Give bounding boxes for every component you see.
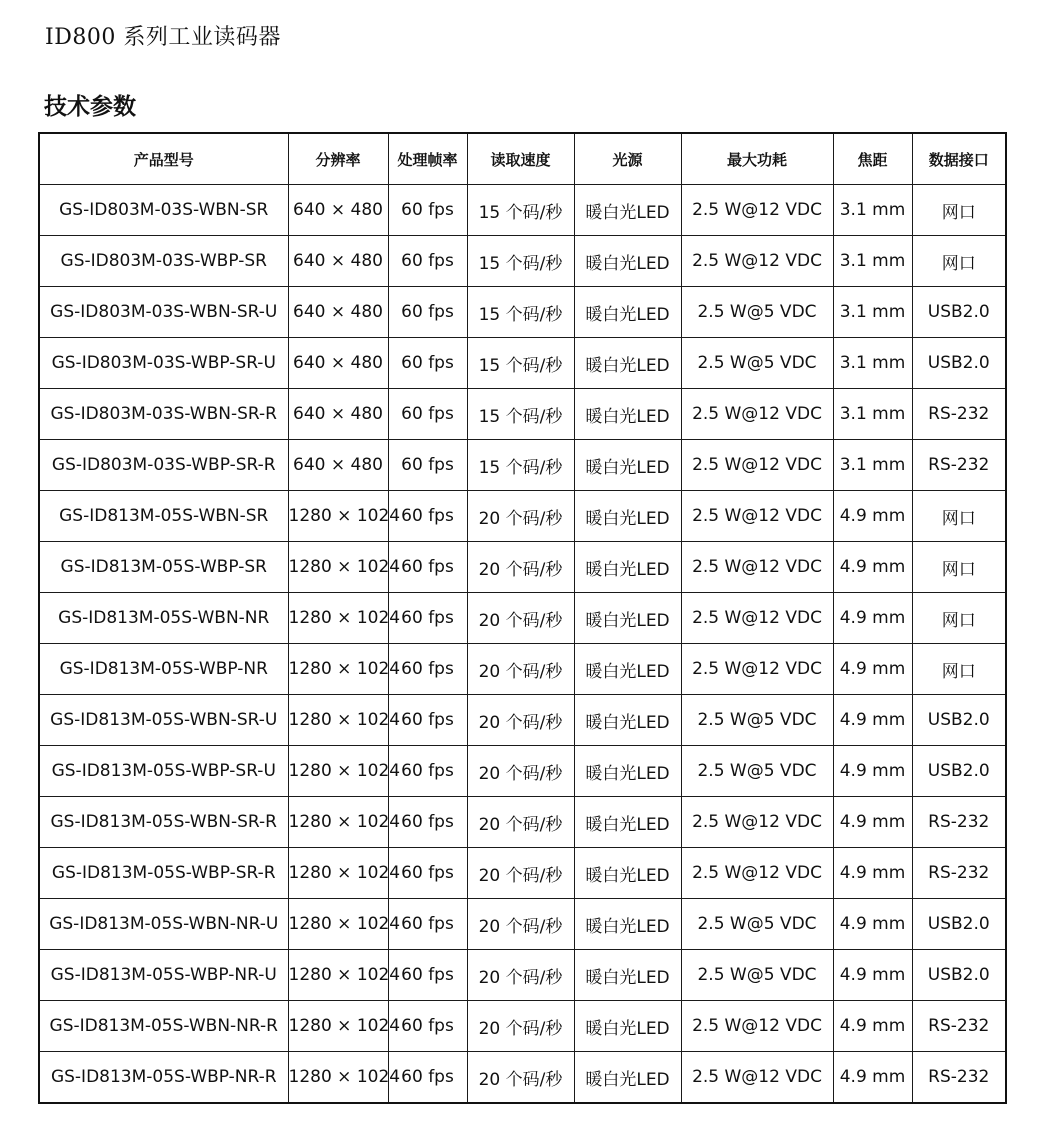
table-row	[39, 185, 1006, 236]
cell-light-source: 暖白光LED	[574, 491, 681, 542]
cell-resolution: 640 × 480	[288, 287, 388, 338]
cell-data-interface: 网口	[912, 644, 1006, 695]
cell-focal-length: 4.9 mm	[833, 491, 912, 542]
cell-model: GS-ID813M-05S-WBN-NR-R	[39, 1001, 288, 1052]
cell-read-speed: 20 个码/秒	[467, 542, 574, 593]
cell-resolution: 1280 × 1024	[288, 491, 388, 542]
table-row	[39, 746, 1006, 797]
cell-model: GS-ID803M-03S-WBN-SR-U	[39, 287, 288, 338]
cell-max-power: 2.5 W@12 VDC	[681, 644, 833, 695]
header-light-source: 光源	[574, 133, 681, 185]
cell-frame-rate: 60 fps	[388, 746, 467, 797]
cell-focal-length: 3.1 mm	[833, 236, 912, 287]
cell-data-interface: 网口	[912, 491, 1006, 542]
cell-frame-rate: 60 fps	[388, 338, 467, 389]
cell-light-source: 暖白光LED	[574, 848, 681, 899]
cell-data-interface: USB2.0	[912, 899, 1006, 950]
cell-data-interface: RS-232	[912, 1052, 1006, 1104]
cell-focal-length: 4.9 mm	[833, 848, 912, 899]
cell-data-interface: RS-232	[912, 440, 1006, 491]
cell-light-source: 暖白光LED	[574, 950, 681, 1001]
cell-model: GS-ID813M-05S-WBP-NR-R	[39, 1052, 288, 1104]
cell-read-speed: 15 个码/秒	[467, 440, 574, 491]
cell-model: GS-ID813M-05S-WBP-SR-U	[39, 746, 288, 797]
cell-max-power: 2.5 W@12 VDC	[681, 797, 833, 848]
cell-light-source: 暖白光LED	[574, 695, 681, 746]
cell-focal-length: 4.9 mm	[833, 1052, 912, 1104]
cell-frame-rate: 60 fps	[388, 542, 467, 593]
cell-max-power: 2.5 W@12 VDC	[681, 491, 833, 542]
cell-resolution: 1280 × 1024	[288, 542, 388, 593]
cell-data-interface: RS-232	[912, 389, 1006, 440]
cell-focal-length: 3.1 mm	[833, 287, 912, 338]
cell-resolution: 1280 × 1024	[288, 746, 388, 797]
cell-read-speed: 15 个码/秒	[467, 236, 574, 287]
cell-read-speed: 20 个码/秒	[467, 593, 574, 644]
table-row	[39, 491, 1006, 542]
cell-max-power: 2.5 W@5 VDC	[681, 899, 833, 950]
cell-max-power: 2.5 W@12 VDC	[681, 848, 833, 899]
cell-read-speed: 20 个码/秒	[467, 899, 574, 950]
cell-model: GS-ID803M-03S-WBP-SR	[39, 236, 288, 287]
cell-model: GS-ID813M-05S-WBN-SR-R	[39, 797, 288, 848]
cell-focal-length: 4.9 mm	[833, 593, 912, 644]
cell-frame-rate: 60 fps	[388, 1001, 467, 1052]
table-row	[39, 338, 1006, 389]
cell-frame-rate: 60 fps	[388, 491, 467, 542]
document-title: ID800 系列工业读码器	[45, 25, 281, 50]
cell-max-power: 2.5 W@12 VDC	[681, 1001, 833, 1052]
cell-light-source: 暖白光LED	[574, 287, 681, 338]
cell-data-interface: 网口	[912, 542, 1006, 593]
cell-resolution: 640 × 480	[288, 440, 388, 491]
table-row	[39, 236, 1006, 287]
cell-data-interface: RS-232	[912, 848, 1006, 899]
cell-frame-rate: 60 fps	[388, 1052, 467, 1104]
cell-max-power: 2.5 W@12 VDC	[681, 1052, 833, 1104]
cell-light-source: 暖白光LED	[574, 746, 681, 797]
cell-frame-rate: 60 fps	[388, 440, 467, 491]
cell-model: GS-ID813M-05S-WBN-NR	[39, 593, 288, 644]
cell-read-speed: 15 个码/秒	[467, 185, 574, 236]
cell-data-interface: RS-232	[912, 797, 1006, 848]
cell-read-speed: 20 个码/秒	[467, 746, 574, 797]
cell-focal-length: 4.9 mm	[833, 695, 912, 746]
table-row	[39, 950, 1006, 1001]
cell-max-power: 2.5 W@5 VDC	[681, 338, 833, 389]
cell-model: GS-ID813M-05S-WBP-SR-R	[39, 848, 288, 899]
cell-frame-rate: 60 fps	[388, 389, 467, 440]
cell-max-power: 2.5 W@5 VDC	[681, 287, 833, 338]
cell-focal-length: 4.9 mm	[833, 797, 912, 848]
table-row	[39, 440, 1006, 491]
cell-model: GS-ID813M-05S-WBP-NR-U	[39, 950, 288, 1001]
cell-model: GS-ID803M-03S-WBP-SR-U	[39, 338, 288, 389]
cell-frame-rate: 60 fps	[388, 848, 467, 899]
cell-frame-rate: 60 fps	[388, 236, 467, 287]
table-row	[39, 593, 1006, 644]
table-row	[39, 287, 1006, 338]
cell-data-interface: USB2.0	[912, 287, 1006, 338]
cell-light-source: 暖白光LED	[574, 644, 681, 695]
header-max-power: 最大功耗	[681, 133, 833, 185]
cell-resolution: 1280 × 1024	[288, 593, 388, 644]
cell-focal-length: 4.9 mm	[833, 644, 912, 695]
cell-read-speed: 20 个码/秒	[467, 1052, 574, 1104]
table-row	[39, 1052, 1006, 1104]
cell-focal-length: 4.9 mm	[833, 899, 912, 950]
cell-resolution: 1280 × 1024	[288, 1001, 388, 1052]
cell-frame-rate: 60 fps	[388, 695, 467, 746]
table-row	[39, 389, 1006, 440]
cell-max-power: 2.5 W@12 VDC	[681, 389, 833, 440]
cell-light-source: 暖白光LED	[574, 1052, 681, 1104]
table-row	[39, 797, 1006, 848]
cell-read-speed: 15 个码/秒	[467, 287, 574, 338]
header-data-interface: 数据接口	[912, 133, 1006, 185]
table-row	[39, 1001, 1006, 1052]
cell-light-source: 暖白光LED	[574, 797, 681, 848]
cell-data-interface: USB2.0	[912, 338, 1006, 389]
table-row	[39, 848, 1006, 899]
cell-focal-length: 4.9 mm	[833, 542, 912, 593]
cell-frame-rate: 60 fps	[388, 185, 467, 236]
cell-resolution: 1280 × 1024	[288, 644, 388, 695]
cell-focal-length: 3.1 mm	[833, 338, 912, 389]
cell-read-speed: 20 个码/秒	[467, 644, 574, 695]
header-read-speed: 读取速度	[467, 133, 574, 185]
cell-model: GS-ID803M-03S-WBN-SR-R	[39, 389, 288, 440]
cell-data-interface: 网口	[912, 236, 1006, 287]
table-header-row	[39, 133, 1006, 185]
cell-light-source: 暖白光LED	[574, 338, 681, 389]
cell-focal-length: 3.1 mm	[833, 185, 912, 236]
cell-max-power: 2.5 W@5 VDC	[681, 746, 833, 797]
cell-frame-rate: 60 fps	[388, 644, 467, 695]
cell-focal-length: 4.9 mm	[833, 1001, 912, 1052]
cell-frame-rate: 60 fps	[388, 797, 467, 848]
cell-resolution: 1280 × 1024	[288, 899, 388, 950]
cell-data-interface: USB2.0	[912, 695, 1006, 746]
cell-resolution: 1280 × 1024	[288, 950, 388, 1001]
cell-read-speed: 15 个码/秒	[467, 389, 574, 440]
cell-read-speed: 20 个码/秒	[467, 1001, 574, 1052]
cell-model: GS-ID813M-05S-WBN-NR-U	[39, 899, 288, 950]
cell-read-speed: 20 个码/秒	[467, 950, 574, 1001]
cell-read-speed: 15 个码/秒	[467, 338, 574, 389]
cell-model: GS-ID813M-05S-WBP-NR	[39, 644, 288, 695]
cell-light-source: 暖白光LED	[574, 1001, 681, 1052]
cell-data-interface: 网口	[912, 185, 1006, 236]
table-row	[39, 899, 1006, 950]
cell-light-source: 暖白光LED	[574, 593, 681, 644]
cell-model: GS-ID803M-03S-WBN-SR	[39, 185, 288, 236]
cell-model: GS-ID803M-03S-WBP-SR-R	[39, 440, 288, 491]
header-resolution: 分辨率	[288, 133, 388, 185]
table-body	[39, 185, 1006, 1104]
cell-frame-rate: 60 fps	[388, 899, 467, 950]
cell-max-power: 2.5 W@5 VDC	[681, 950, 833, 1001]
cell-resolution: 640 × 480	[288, 389, 388, 440]
cell-read-speed: 20 个码/秒	[467, 848, 574, 899]
cell-model: GS-ID813M-05S-WBN-SR-U	[39, 695, 288, 746]
cell-read-speed: 20 个码/秒	[467, 797, 574, 848]
cell-light-source: 暖白光LED	[574, 440, 681, 491]
cell-data-interface: 网口	[912, 593, 1006, 644]
cell-light-source: 暖白光LED	[574, 236, 681, 287]
header-frame-rate: 处理帧率	[388, 133, 467, 185]
cell-max-power: 2.5 W@5 VDC	[681, 695, 833, 746]
cell-frame-rate: 60 fps	[388, 593, 467, 644]
cell-data-interface: RS-232	[912, 1001, 1006, 1052]
cell-light-source: 暖白光LED	[574, 899, 681, 950]
cell-resolution: 1280 × 1024	[288, 1052, 388, 1104]
cell-max-power: 2.5 W@12 VDC	[681, 542, 833, 593]
cell-read-speed: 20 个码/秒	[467, 491, 574, 542]
table-row	[39, 644, 1006, 695]
cell-frame-rate: 60 fps	[388, 287, 467, 338]
cell-resolution: 640 × 480	[288, 338, 388, 389]
cell-focal-length: 3.1 mm	[833, 389, 912, 440]
cell-light-source: 暖白光LED	[574, 185, 681, 236]
cell-model: GS-ID813M-05S-WBP-SR	[39, 542, 288, 593]
cell-light-source: 暖白光LED	[574, 542, 681, 593]
cell-light-source: 暖白光LED	[574, 389, 681, 440]
table-row	[39, 695, 1006, 746]
cell-focal-length: 4.9 mm	[833, 950, 912, 1001]
cell-frame-rate: 60 fps	[388, 950, 467, 1001]
header-focal-length: 焦距	[833, 133, 912, 185]
cell-max-power: 2.5 W@12 VDC	[681, 185, 833, 236]
cell-max-power: 2.5 W@12 VDC	[681, 440, 833, 491]
header-model: 产品型号	[39, 133, 288, 185]
cell-data-interface: USB2.0	[912, 950, 1006, 1001]
cell-resolution: 1280 × 1024	[288, 695, 388, 746]
cell-max-power: 2.5 W@12 VDC	[681, 236, 833, 287]
cell-resolution: 1280 × 1024	[288, 848, 388, 899]
cell-resolution: 640 × 480	[288, 185, 388, 236]
cell-focal-length: 4.9 mm	[833, 746, 912, 797]
spec-table	[38, 132, 1007, 1104]
cell-resolution: 1280 × 1024	[288, 797, 388, 848]
cell-model: GS-ID813M-05S-WBN-SR	[39, 491, 288, 542]
cell-resolution: 640 × 480	[288, 236, 388, 287]
cell-data-interface: USB2.0	[912, 746, 1006, 797]
table-row	[39, 542, 1006, 593]
cell-max-power: 2.5 W@12 VDC	[681, 593, 833, 644]
section-title: 技术参数	[44, 94, 136, 120]
cell-read-speed: 20 个码/秒	[467, 695, 574, 746]
cell-focal-length: 3.1 mm	[833, 440, 912, 491]
